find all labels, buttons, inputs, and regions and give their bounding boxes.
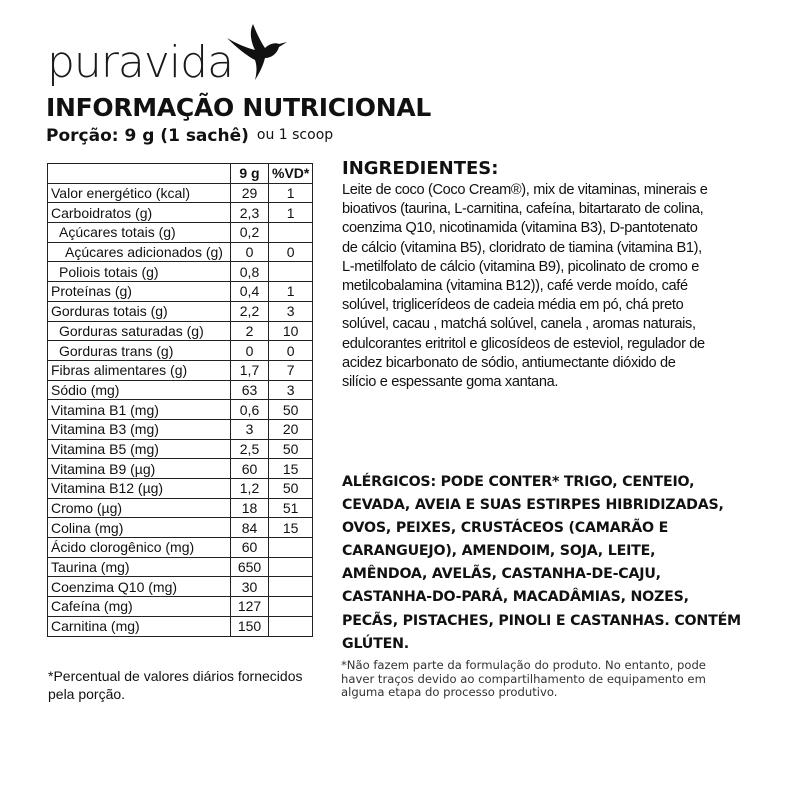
nutrient-name: Valor energético (kcal) [48,183,231,203]
nutrient-name: Vitamina B3 (mg) [48,419,231,439]
nutrient-amount: 2 [231,321,269,341]
nutrient-amount: 1,7 [231,360,269,380]
nutrient-name: Taurina (mg) [48,557,231,577]
nutrition-table-body [48,183,313,636]
table-header-row [48,164,313,184]
table-row [48,597,313,617]
table-row [48,400,313,420]
nutrient-name: Cromo (µg) [48,498,231,518]
serving-alt: ou 1 scoop [256,127,334,143]
nutrient-name: Fibras alimentares (g) [48,360,231,380]
nutrient-amount: 0,4 [231,282,269,302]
table-row [48,538,313,558]
nutrient-amount: 0,2 [231,223,269,243]
nutrient-amount: 63 [231,380,269,400]
table-row [48,616,313,636]
nutrient-name: Vitamina B9 (µg) [48,459,231,479]
nutrient-name: Vitamina B1 (mg) [48,400,231,420]
table-row [48,183,313,203]
nutrient-name: Poliois totais (g) [48,262,231,282]
nutrient-amount: 2,2 [231,301,269,321]
nutrient-amount: 0 [231,242,269,262]
nutrient-name: Coenzima Q10 (mg) [48,577,231,597]
header-daily-value: %VD* [269,164,313,184]
nutrient-daily-value: 0 [269,341,313,361]
nutrient-amount: 2,3 [231,203,269,223]
table-row [48,341,313,361]
table-row [48,223,313,243]
table-row [48,203,313,223]
brand-name: puravida [47,37,234,88]
nutrient-amount: 150 [231,616,269,636]
table-row [48,419,313,439]
table-row [48,557,313,577]
table-row [48,242,313,262]
nutrient-amount: 29 [231,183,269,203]
nutrient-name: Gorduras trans (g) [48,341,231,361]
nutrient-name: Carnitina (mg) [48,616,231,636]
table-row [48,380,313,400]
nutrient-daily-value [269,597,313,617]
table-row [48,439,313,459]
nutrient-daily-value: 3 [269,380,313,400]
table-row [48,577,313,597]
table-row [48,518,313,538]
nutrient-daily-value: 1 [269,183,313,203]
nutrient-daily-value [269,262,313,282]
nutrient-name: Carboidratos (g) [48,203,231,223]
nutrient-daily-value [269,616,313,636]
nutrient-daily-value [269,538,313,558]
nutrient-amount: 650 [231,557,269,577]
nutrient-name: Sódio (mg) [48,380,231,400]
nutrient-amount: 60 [231,538,269,558]
nutrient-amount: 0,8 [231,262,269,282]
hummingbird-icon [225,24,287,80]
header-amount: 9 g [231,164,269,184]
nutrient-amount: 3 [231,419,269,439]
nutrient-daily-value: 7 [269,360,313,380]
nutrient-name: Gorduras saturadas (g) [48,321,231,341]
nutrient-name: Proteínas (g) [48,282,231,302]
nutrient-daily-value: 51 [269,498,313,518]
allergen-disclaimer: *Não fazem parte da formulação do produto. No entanto, pode haver traços devido ao compartilhamento de equipamento em alguma etapa do processo produtivo. [341,658,706,699]
nutrient-daily-value: 15 [269,518,313,538]
nutrient-amount: 30 [231,577,269,597]
brand-logo [47,24,287,90]
nutrient-daily-value [269,223,313,243]
nutrient-daily-value: 10 [269,321,313,341]
table-row [48,321,313,341]
table-row [48,301,313,321]
nutrient-amount: 60 [231,459,269,479]
nutrient-amount: 127 [231,597,269,617]
nutrient-daily-value: 15 [269,459,313,479]
ingredients-title: INGREDIENTES: [342,158,499,179]
nutrient-name: Açúcares adicionados (g) [48,242,231,262]
nutrient-amount: 0 [231,341,269,361]
table-row [48,262,313,282]
table-row [48,360,313,380]
nutrient-name: Ácido clorogênico (mg) [48,538,231,558]
nutrient-daily-value: 50 [269,479,313,499]
table-row [48,282,313,302]
nutrient-amount: 84 [231,518,269,538]
nutrient-daily-value [269,557,313,577]
nutrient-daily-value: 0 [269,242,313,262]
nutrient-name: Colina (mg) [48,518,231,538]
nutrient-amount: 0,6 [231,400,269,420]
nutrient-name: Vitamina B5 (mg) [48,439,231,459]
nutrient-amount: 1,2 [231,479,269,499]
ingredients-text: Leite de coco (Coco Cream®), mix de vitaminas, minerais e bioativos (taurina, L-carnitina, cafeína, bitartarato de colina, coenzima Q10, nicotinamida (vitamina B3), D-pantotenato de cálcio (vitamina B5), cloridrato de tiamina (vitamina B1), L-metilfolato de cálcio (vitamina B9), picolinato de cromo e metilcobalamina (vitamina B12)), café verde moído, café solúvel, triglicerídeos de cadeia média em pó, chá preto solúvel, cacau , matchá solúvel, canela , aromas naturais, edulcorantes eritritol e glicosídeos de esteviol, regulador de acidez bicarbonato de sódio, antiumectante dióxido de silício e espessante goma xantana. [342,182,708,391]
serving-size [46,124,333,147]
nutrient-daily-value: 1 [269,282,313,302]
serving-main: Porção: 9 g (1 sachê) [46,126,249,146]
nutrient-daily-value: 50 [269,439,313,459]
table-row [48,459,313,479]
nutrient-name: Açúcares totais (g) [48,223,231,243]
nutrition-table [47,163,313,637]
nutrient-daily-value: 1 [269,203,313,223]
header-nutrient [48,164,231,184]
nutrient-amount: 18 [231,498,269,518]
allergens-text: ALÉRGICOS: PODE CONTER* TRIGO, CENTEIO, CEVADA, AVEIA E SUAS ESTIRPES HIBRIDIZADAS, OVOS, PEIXES, CRUSTÁCEOS (CAMARÃO E CARANGUEJO), AMENDOIM, SOJA, LEITE, AMÊNDOA, AVELÃS, CASTANHA-DE-CAJU, CASTANHA-DO-PARÁ, MACADÂMIAS, NOZES, PECÃS, PISTACHES, PINOLI E CASTANHAS. CONTÉM GLÚTEN. [342,474,741,652]
nutrient-daily-value: 3 [269,301,313,321]
nutrient-daily-value: 20 [269,419,313,439]
nutrient-name: Vitamina B12 (µg) [48,479,231,499]
nutrient-name: Cafeína (mg) [48,597,231,617]
page-title: INFORMAÇÃO NUTRICIONAL [46,93,432,122]
nutrient-daily-value [269,577,313,597]
table-row [48,479,313,499]
nutrient-amount: 2,5 [231,439,269,459]
nutrient-name: Gorduras totais (g) [48,301,231,321]
table-footnote: *Percentual de valores diários fornecidos pela porção. [48,668,303,702]
table-row [48,498,313,518]
nutrient-daily-value: 50 [269,400,313,420]
